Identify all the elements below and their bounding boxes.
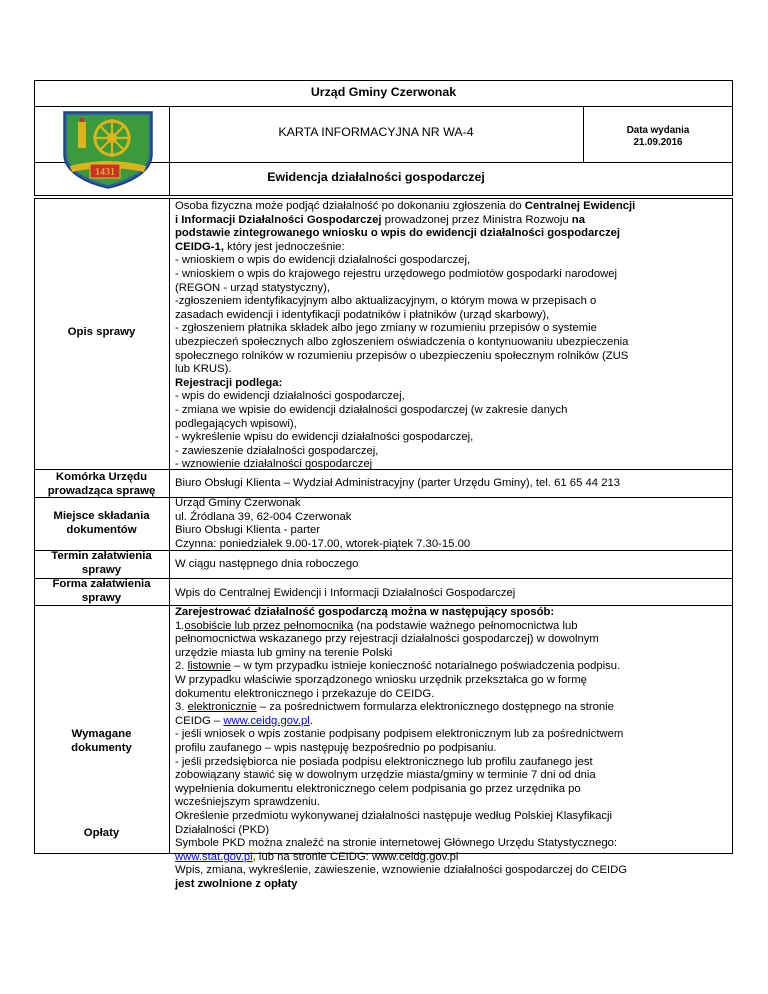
label-wymagane-1: Wymagane: [71, 728, 132, 740]
wymagane-segment: 2.: [175, 660, 188, 673]
opis-segment: lub KRUS).: [175, 363, 232, 376]
opis-line: [175, 350, 731, 364]
wymagane-line: [175, 769, 731, 783]
wymagane-segment: Określenie przedmiotu wykonywanej działalności następuje według Polskiej Klasyfikacji: [175, 809, 613, 822]
wymagane-segment: 1.: [175, 619, 185, 632]
label-miejsce-1: Miejsce składania: [53, 510, 150, 522]
web-link[interactable]: www.stat.gov.pl: [175, 850, 253, 863]
opis-line: [175, 336, 731, 350]
wymagane-segment: Zarejestrować działalność gospodarczą można w następujący sposób:: [175, 606, 555, 618]
komorka-text: Biuro Obsługi Klienta – Wydział Administracyjny (parter Urzędu Gminy), tel. 61 65 44 213: [175, 477, 621, 489]
opis-segment: - wnioskiem o wpis do krajowego rejestru urzędowego podmiotów gospodarki narodowej: [175, 267, 618, 280]
wymagane-segment: profilu zaufanego – wpis następuję bezpośrednio po podpisaniu.: [175, 741, 497, 754]
opis-segment: Rejestracji podlega:: [175, 376, 283, 389]
opis-segment: - zawieszenie działalności gospodarczej,: [175, 444, 379, 457]
wymagane-line: [175, 633, 731, 647]
wymagane-segment: pełnomocnictwa wskazanego przy rejestracji działalności gospodarczej) w dowolnym: [175, 633, 599, 646]
miejsce-text: [175, 497, 731, 551]
opis-segment: i Informacji Działalności Gospodarczej: [175, 213, 382, 226]
opis-line: [175, 282, 731, 296]
termin-text: W ciągu następnego dnia roboczego: [175, 558, 359, 570]
oplaty-line-bold: jest zwolnione z opłaty: [175, 877, 298, 890]
miejsce-line: Urząd Gminy Czerwonak: [175, 497, 301, 509]
wymagane-line: [175, 783, 731, 797]
label-termin-1: Termin załatwienia: [51, 550, 152, 562]
wymagane-segment: – w tym przypadku istnieje konieczność notarialnego poświadczenia podpisu.: [230, 660, 621, 673]
opis-line: [175, 309, 731, 323]
label-komorka-1: Komórka Urzędu: [55, 471, 148, 483]
wymagane-line: [175, 660, 731, 674]
wymagane-segment: , lub na stronie CEIDG: www.ceidg.gov.pl: [252, 850, 459, 863]
wymagane-line: [175, 810, 731, 824]
wymagane-segment: (na podstawie ważnego pełnomocnictwa lub: [353, 619, 578, 632]
crest-icon: [56, 108, 160, 190]
opis-segment: -zgłoszeniem identyfikacyjnym albo aktualizacyjnym, o którym mowa w przepisach o: [175, 295, 597, 308]
opis-segment: społecznego rolników w rozumieniu przepisów o ubezpieczeniu społecznym rolników (ZUS: [175, 349, 629, 362]
wymagane-segment: listownie: [187, 660, 231, 673]
label-komorka-2: prowadząca sprawę: [47, 485, 156, 497]
wymagane-line: [175, 688, 731, 702]
wymagane-line: [175, 701, 731, 715]
opis-segment: - wykreślenie wpisu do ewidencji działalności gospodarczej,: [175, 431, 474, 444]
miejsce-line: Biuro Obsługi Klienta - parter: [175, 524, 321, 537]
wymagane-line: [175, 728, 731, 742]
wymagane-segment: wcześniejszym sprawdzeniu.: [175, 796, 321, 809]
office-title: Urząd Gminy Czerwonak: [310, 85, 457, 99]
wymagane-line: [175, 606, 731, 620]
wymagane-segment: CEIDG –: [175, 714, 224, 727]
wymagane-segment: zobowiązany stawić się w dowolnym urzędzie miasta/gminy w terminie 7 dni od dnia: [175, 769, 596, 782]
opis-segment: CEIDG-1,: [175, 240, 224, 253]
wymagane-line: [175, 851, 731, 865]
wymagane-line: [175, 824, 731, 838]
opis-line: [175, 295, 731, 309]
municipality-crest: [56, 108, 160, 190]
opis-line: [175, 268, 731, 282]
opis-segment: podlegających wpisowi),: [175, 417, 297, 430]
crest-year: 1431: [95, 167, 115, 178]
wymagane-line: [175, 796, 731, 810]
wymagane-segment: Symbole PKD można znaleźć na stronie internetowej Głównego Urzędu Statystycznego:: [175, 837, 618, 850]
opis-line: [175, 322, 731, 336]
opis-line: [175, 431, 731, 445]
oplaty-line: Wpis, zmiana, wykreślenie, zawieszenie, wznowienie działalności gospodarczej do CEIDG: [175, 864, 628, 877]
info-table-column-divider: [169, 198, 170, 854]
wymagane-segment: urzędzie miasta lub gminy na terenie Polski: [175, 646, 393, 659]
label-miejsce-2: dokumentów: [66, 524, 137, 536]
opis-line: [175, 418, 731, 432]
wymagane-segment: dokumentu elektronicznego i przekazuje do CEIDG.: [175, 687, 435, 700]
opis-segment: zasadach ewidencji i identyfikacji podatników i płatników (urząd skarbowy),: [175, 308, 550, 321]
opis-line: [175, 390, 731, 404]
opis-segment: podstawie zintegrowanego wniosku o wpis do ewidencji działalności gospodarczej: [175, 227, 621, 240]
wymagane-segment: .: [309, 714, 313, 727]
miejsce-line: ul. Źródlana 39, 62-004 Czerwonak: [175, 510, 352, 523]
opis-line: [175, 214, 731, 228]
opis-segment: - wpis do ewidencji działalności gospodarczej,: [175, 390, 405, 403]
label-wymagane-2: dokumenty: [71, 742, 132, 754]
wymagane-segment: - jeśli wniosek o wpis zostanie podpisany podpisem elektronicznym lub za pośrednictwem: [175, 728, 624, 741]
wymagane-line: [175, 756, 731, 770]
subject-title: Ewidencja działalności gospodarczej: [267, 170, 485, 184]
opis-segment: prowadzonej przez Ministra Rozwoju: [381, 213, 572, 226]
wymagane-line: [175, 647, 731, 661]
wymagane-segment: elektronicznie: [187, 701, 257, 714]
opis-segment: który jest jednocześnie:: [223, 240, 345, 253]
wymagane-line: [175, 715, 731, 729]
wymagane-segment: osobiście lub przez pełnomocnika: [184, 619, 354, 632]
wymagane-line: [175, 620, 731, 634]
web-link[interactable]: www.ceidg.gov.pl: [223, 714, 310, 727]
opis-line: [175, 254, 731, 268]
opis-line: [175, 241, 731, 255]
header-divider-1: [34, 106, 733, 107]
wymagane-segment: W przypadku właściwie sporządzonego wniosku urzędnik przekształca go w formę: [175, 673, 587, 686]
issue-date-label: Data wydania: [626, 125, 690, 136]
opis-line: [175, 200, 731, 214]
opis-line: [175, 458, 731, 472]
wymagane-segment: – za pośrednictwem formularza elektronicznego dostępnego na stronie: [256, 701, 614, 714]
opis-segment: na: [571, 213, 585, 226]
label-termin-2: sprawy: [81, 564, 122, 576]
opis-segment: - zgłoszeniem płatnika składek albo jego zmiany w rozumieniu przepisów o systemie: [175, 322, 597, 335]
opis-segment: ubezpieczeń społecznych albo zgłoszeniem oświadczenia o kontynuowaniu ubezpieczenia: [175, 335, 629, 348]
opis-line: [175, 377, 731, 391]
label-forma-1: Forma załatwienia: [52, 578, 151, 590]
opis-line: [175, 227, 731, 241]
opis-segment: - wznowienie działalności gospodarczej: [175, 458, 373, 471]
opis-segment: - wnioskiem o wpis do ewidencji działalności gospodarczej,: [175, 254, 471, 267]
wymagane-text: [175, 606, 731, 891]
opis-line: [175, 363, 731, 377]
opis-segment: (REGON - urząd statystyczny),: [175, 281, 331, 294]
miejsce-line: Czynna: poniedziałek 9.00-17.00, wtorek-piątek 7.30-15.00: [175, 537, 471, 550]
label-oplaty: Opłaty: [83, 827, 120, 839]
opis-segment: Osoba fizyczna może podjąć działalność po dokonaniu zgłoszenia do: [175, 200, 525, 212]
wymagane-segment: wypełnienia dokumentu elektronicznego celem podpisania go przez urzędnika po: [175, 782, 581, 795]
forma-text: Wpis do Centralnej Ewidencji i Informacji Działalności Gospodarczej: [175, 587, 516, 599]
opis-sprawy-text: [175, 200, 731, 472]
wymagane-line: [175, 674, 731, 688]
opis-segment: - zmiana we wpisie do ewidencji działalności gospodarczej (w zakresie danych: [175, 403, 568, 416]
wymagane-segment: - jeśli przedsiębiorca nie posiada podpisu elektronicznego lub profilu zaufanego jest: [175, 755, 593, 768]
opis-segment: Centralnej Ewidencji: [524, 200, 636, 212]
opis-line: [175, 445, 731, 459]
card-title: KARTA INFORMACYJNA NR WA-4: [278, 125, 474, 139]
wymagane-line: [175, 742, 731, 756]
wymagane-line: [175, 837, 731, 851]
label-opis-sprawy: Opis sprawy: [67, 326, 136, 338]
issue-date: 21.09.2016: [633, 137, 683, 148]
label-forma-2: sprawy: [81, 592, 122, 604]
opis-line: [175, 404, 731, 418]
wymagane-segment: Działalności (PKD): [175, 823, 270, 836]
wymagane-segment: 3.: [175, 701, 188, 714]
